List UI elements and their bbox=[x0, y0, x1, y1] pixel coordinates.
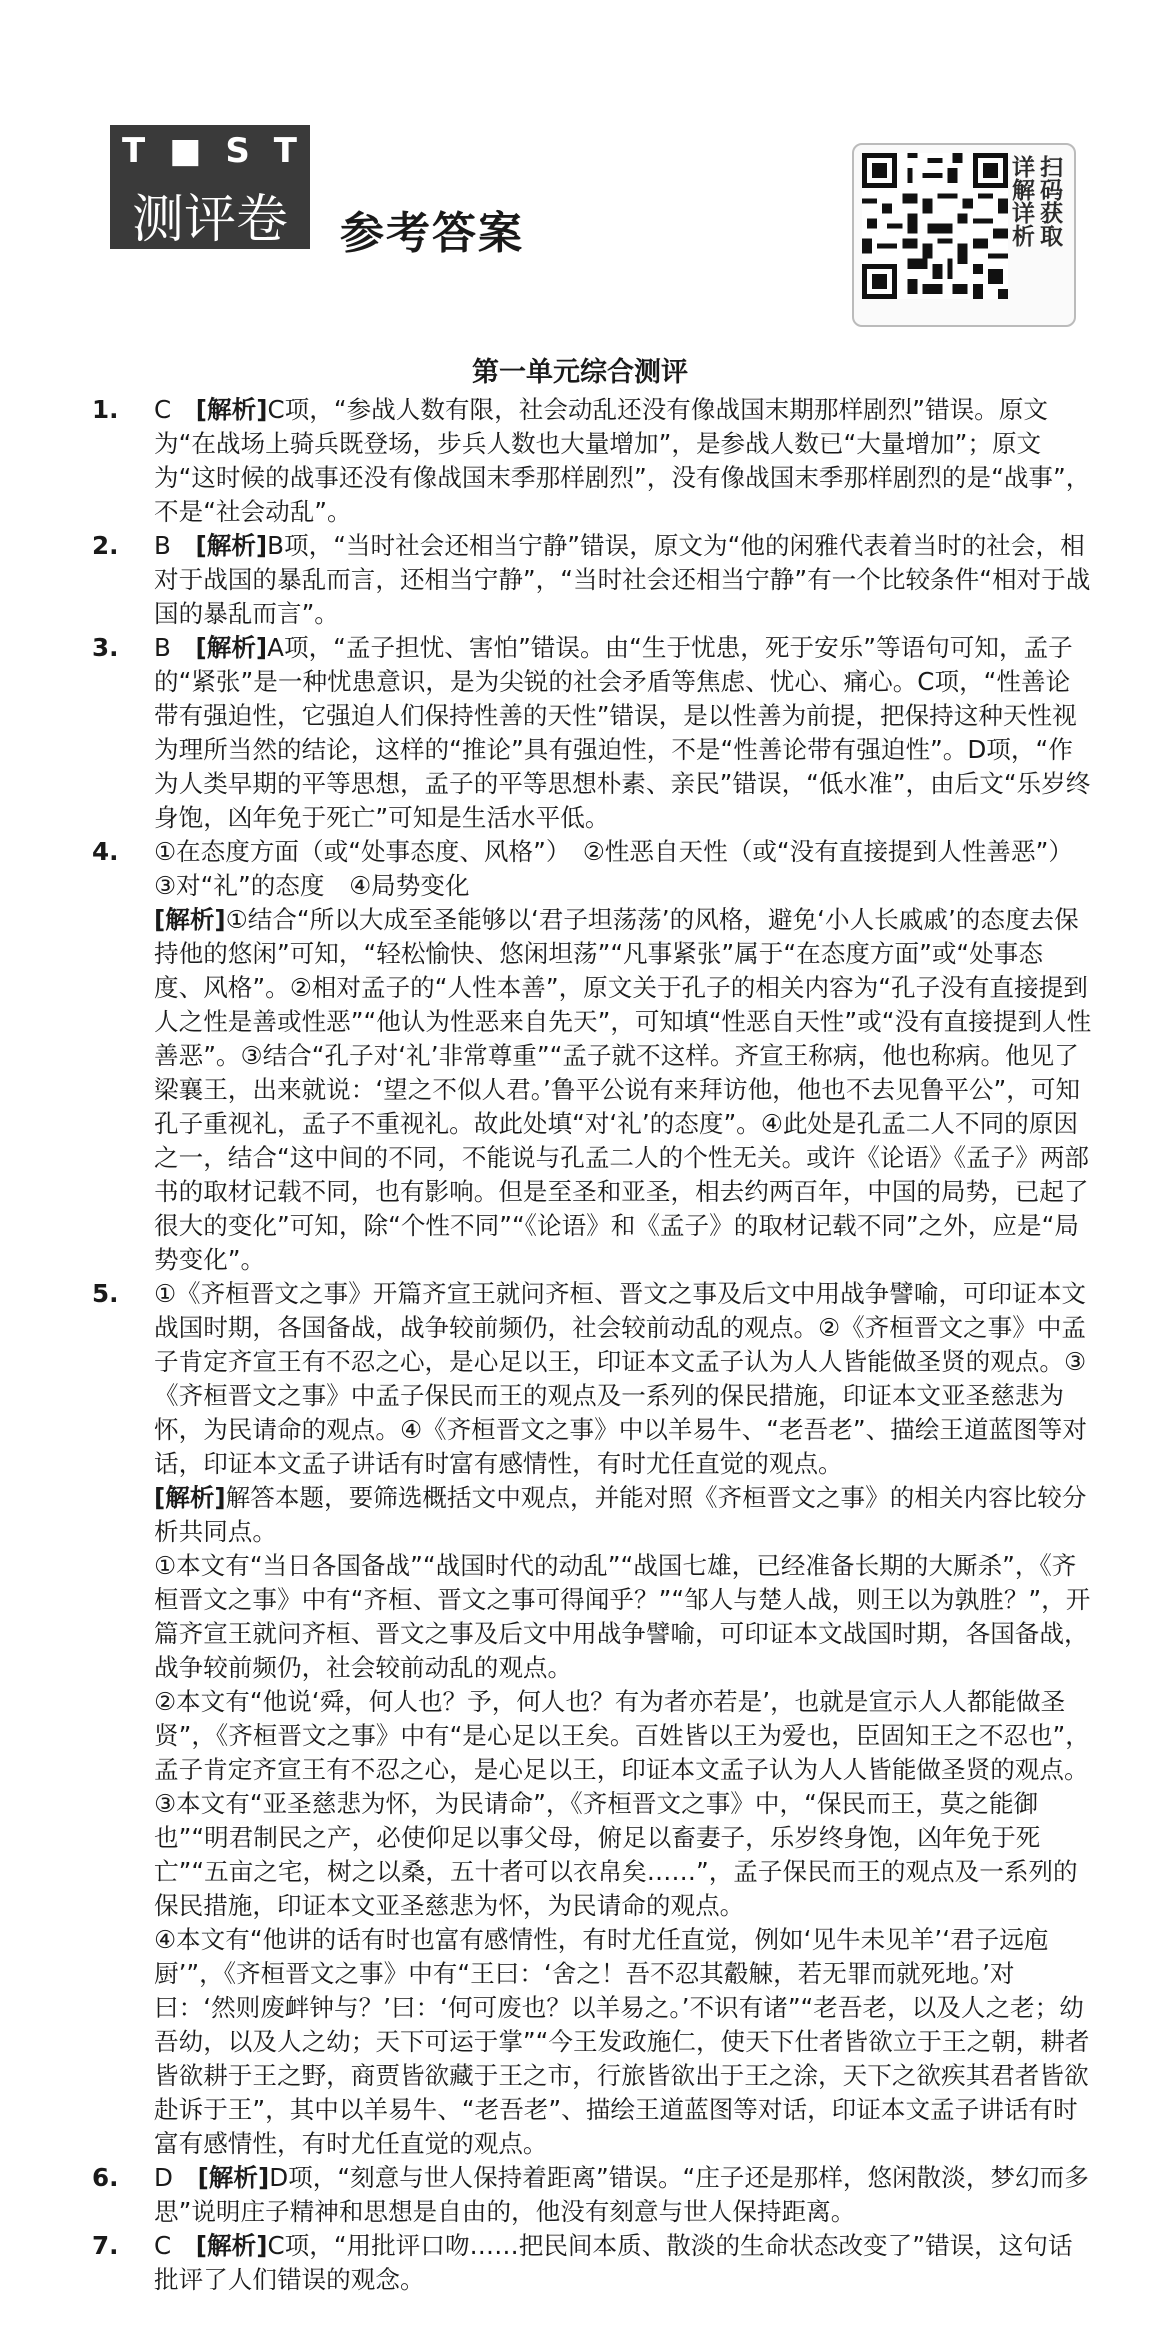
logo-test-text: T■ST bbox=[122, 131, 321, 171]
qr-caption bbox=[1008, 155, 1070, 247]
answer-item bbox=[92, 1277, 1092, 2161]
analysis-point: ②本文有“他说‘舜，何人也？予，何人也？有为者亦若是’，也就是宣示人人都能做圣贤”，《齐桓晋文之事》中有“是心足以王矣。百姓皆以王为爱也，臣固知王之不忍也”，孟子肯定齐宣王有不忍之心，是心足以王，印证本文孟子认为人人皆能做圣贤的观点。 bbox=[154, 1687, 1090, 1784]
analysis-tag: [解析] bbox=[195, 395, 268, 424]
item-number: 2. bbox=[92, 531, 119, 560]
item-answer: B bbox=[154, 633, 171, 662]
analysis-point: ③本文有“亚圣慈悲为怀，为民请命”，《齐桓晋文之事》中，“保民而王，莫之能御也”“明君制民之产，必使仰足以事父母，俯足以畜妻子，乐岁终身饱，凶年免于死亡”“五亩之宅，树之以桑，五十者可以衣帛矣……”，孟子保民而王的观点及一系列的保民措施，印证本文亚圣慈悲为怀，为民请命的观点。 bbox=[154, 1789, 1078, 1920]
item-number: 4. bbox=[92, 837, 119, 866]
answer-item bbox=[92, 835, 1092, 1277]
analysis-tag: [解析] bbox=[195, 2231, 268, 2260]
item-analysis: ①结合“所以大成至圣能够以‘君子坦荡荡’的风格，避免‘小人长戚戚’的态度去保持他的悠闲”可知，“轻松愉快、悠闲坦荡”“凡事紧张”属于“在态度方面”或“处事态度、风格”。②相对孟子的“人性本善”，原文关于孔子的相关内容为“孔子没有直接提到人之性是善或性恶”“他认为性恶来自先天”，可知填“性恶自天性”或“没有直接提到人性善恶”。③结合“孔子对‘礼’非常尊重”“孟子就不这样。齐宣王称病，他也称病。他见了梁襄王，出来就说：‘望之不似人君。’鲁平公说有来拜访他，他也不去见鲁平公”，可知孔子重视礼，孟子不重视礼。故此处填“对‘礼’的态度”。④此处是孔孟二人不同的原因之一，结合“这中间的不同，不能说与孔孟二人的个性无关。或许《论语》《孟子》两部书的取材记载不同，也有影响。但是至圣和亚圣，相去约两百年，中国的局势，已起了很大的变化”可知，除“个性不同”“《论语》和《孟子》的取材记载不同”之外，应是“局势变化”。 bbox=[154, 905, 1092, 1274]
logo-cn-text: 测评卷 bbox=[131, 190, 288, 250]
answer-item bbox=[92, 393, 1092, 529]
item-body bbox=[154, 631, 1092, 835]
qr-caption-detail: 详解详析 bbox=[1008, 155, 1034, 247]
qr-caption-scan: 扫码获取 bbox=[1036, 155, 1062, 247]
item-analysis: 解答本题，要筛选概括文中观点，并能对照《齐桓晋文之事》的相关内容比较分析共同点。 bbox=[154, 1483, 1087, 1546]
item-analysis: C项，“参战人数有限，社会动乱还没有像战国末期那样剧烈”错误。原文为“在战场上骑兵既登场，步兵人数也大量增加”，是参战人数已“大量增加”；原文为“这时候的战事还没有像战国末季那样剧烈”，没有像战国末季那样剧烈的是“战事”，不是“社会动乱”。 bbox=[154, 395, 1091, 526]
item-body bbox=[154, 2229, 1092, 2297]
item-number: 7. bbox=[92, 2231, 119, 2260]
item-answer: ①在态度方面（或“处事态度、风格”） ②性恶自天性（或“没有直接提到人性善恶”） ③对“礼”的态度 ④局势变化 bbox=[154, 837, 1086, 900]
page-title: 参考答案 bbox=[340, 208, 524, 259]
analysis-tag: [解析] bbox=[154, 905, 226, 934]
answer-item bbox=[92, 529, 1092, 631]
item-body bbox=[154, 1481, 1092, 1549]
item-body bbox=[154, 2161, 1092, 2229]
item-analysis: A项，“孟子担忧、害怕”错误。由“生于忧患，死于安乐”等语句可知，孟子的“紧张”是一种忧患意识，是为尖锐的社会矛盾等焦虑、忧心、痛心。C项，“性善论带有强迫性，它强迫人们保持性善的天性”错误，是以性善为前提，把保持这种天性视为理所当然的结论，这样的“推论”具有强迫性，不是“性善论带有强迫性”。D项，“作为人类早期的平等思想，孟子的平等思想朴素、亲民”错误，“低水准”，由后文“乐岁终身饱，凶年免于死亡”可知是生活水平低。 bbox=[154, 633, 1091, 832]
brand-logo bbox=[110, 125, 321, 250]
answer-list bbox=[92, 393, 1092, 2297]
item-body bbox=[154, 393, 1092, 529]
item-answer: ①《齐桓晋文之事》开篇齐宣王就问齐桓、晋文之事及后文中用战争譬喻，可印证本文战国时期，各国备战，战争较前频仍，社会较前动乱的观点。②《齐桓晋文之事》中孟子肯定齐宣王有不忍之心，是心足以王，印证本文孟子认为人人皆能做圣贤的观点。③《齐桓晋文之事》中孟子保民而王的观点及一系列的保民措施，印证本文亚圣慈悲为怀，为民请命的观点。④《齐桓晋文之事》中以羊易牛、“老吾老”、描绘王道蓝图等对话，印证本文孟子讲话有时富有感情性，有时尤任直觉的观点。 bbox=[154, 1279, 1087, 1478]
item-number: 5. bbox=[92, 1279, 119, 1308]
item-answer: D bbox=[154, 2163, 173, 2192]
analysis-tag: [解析] bbox=[195, 633, 268, 662]
analysis-tag: [解析] bbox=[154, 1483, 226, 1512]
item-answer: B bbox=[154, 531, 171, 560]
analysis-tag: [解析] bbox=[197, 2163, 270, 2192]
answer-item bbox=[92, 631, 1092, 835]
page-header bbox=[110, 125, 1070, 325]
item-analysis: B项，“当时社会还相当宁静”错误，原文为“他的闲雅代表着当时的社会，相对于战国的暴乱而言，还相当宁静”，“当时社会还相当宁静”有一个比较条件“相对于战国的暴乱而言”。 bbox=[154, 531, 1091, 628]
analysis-tag: [解析] bbox=[195, 531, 268, 560]
item-answer: C bbox=[154, 2231, 172, 2260]
item-number: 3. bbox=[92, 633, 119, 662]
analysis-point: ④本文有“他讲的话有时也富有感情性，有时尤任直觉，例如‘见牛未见羊’‘君子远庖厨’”，《齐桓晋文之事》中有“王曰：‘舍之！吾不忍其觳觫，若无罪而就死地。’对曰：‘然则废衅钟与？’曰：‘何可废也？以羊易之。’不识有诸”“老吾老，以及人之老；幼吾幼，以及人之幼；天下可运于掌”“今王发政施仁，使天下仕者皆欲立于王之朝，耕者皆欲耕于王之野，商贾皆欲藏于王之市，行旅皆欲出于王之涂，天下之欲疾其君者皆欲赴诉于王”，其中以羊易牛、“老吾老”、描绘王道蓝图等对话，印证本文孟子讲话有时富有感情性，有时尤任直觉的观点。 bbox=[154, 1925, 1090, 2158]
item-analysis: C项，“用批评口吻……把民间本质、散淡的生命状态改变了”错误，这句话批评了人们错误的观念。 bbox=[154, 2231, 1073, 2294]
item-number: 6. bbox=[92, 2163, 119, 2192]
item-number: 1. bbox=[92, 395, 119, 424]
item-body bbox=[154, 903, 1092, 1277]
item-analysis: D项，“刻意与世人保持着距离”错误。“庄子还是那样，悠闲散淡，梦幻而多思”说明庄子精神和思想是自由的，他没有刻意与世人保持距离。 bbox=[154, 2163, 1089, 2226]
item-body bbox=[154, 529, 1092, 631]
answer-item bbox=[92, 2161, 1092, 2229]
analysis-point: ①本文有“当日各国备战”“战国时代的动乱”“战国七雄，已经准备长期的大厮杀”，《齐桓晋文之事》中有“齐桓、晋文之事可得闻乎？”“邹人与楚人战，则王以为孰胜？”，开篇齐宣王就问齐桓、晋文之事及后文中用战争譬喻，可印证本文战国时期，各国备战，战争较前频仍，社会较前动乱的观点。 bbox=[154, 1551, 1091, 1682]
item-answer: C bbox=[154, 395, 172, 424]
qr-code-icon[interactable] bbox=[862, 153, 1008, 299]
qr-panel[interactable] bbox=[852, 143, 1076, 327]
answer-item bbox=[92, 2229, 1092, 2297]
section-title: 第一单元综合测评 bbox=[472, 357, 688, 388]
